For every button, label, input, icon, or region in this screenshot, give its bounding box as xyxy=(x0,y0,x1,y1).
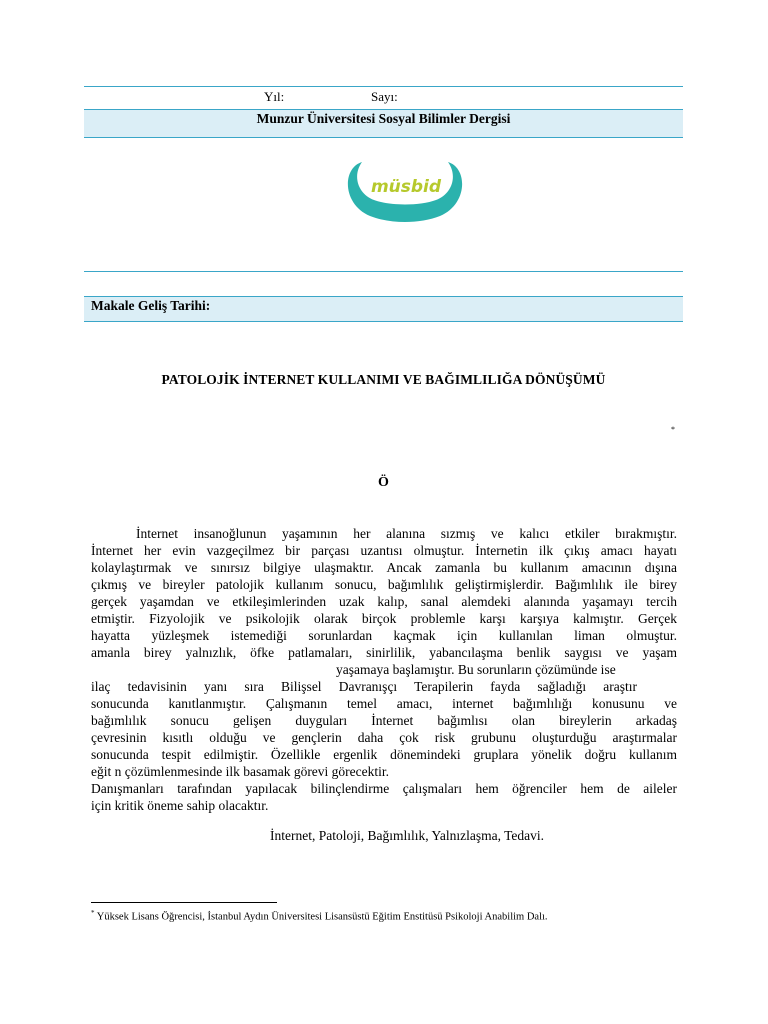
abstract-line: etmiştir. Fizyolojik ve psikolojik olarak birçok problemle karşı karşıya kalmıştır. Gerçek xyxy=(91,611,677,626)
abstract-line: hayatta yüzleşmek istemediği sorunlardan kaçmak için kullanılan liman olmuştur. xyxy=(91,628,677,643)
article-title: PATOLOJİK İNTERNET KULLANIMI VE BAĞIMLILIĞA DÖNÜŞÜMÜ xyxy=(161,372,606,387)
keywords: İnternet, Patoloji, Bağımlılık, Yalnızlaşma, Tedavi. xyxy=(270,828,545,843)
abstract-line: sonucunda tespit edilmiştir. Özellikle ergenlik dönemindeki gruplara yönelik doğru kullanım xyxy=(91,747,677,762)
abstract-line: eğit n çözümlenmesinde ilk basamak görevi görecektir. xyxy=(91,764,390,779)
abstract-line: Danışmanları tarafından yapılacak bilinçlendirme çalışmaları hem öğrenciler hem de aileler xyxy=(91,781,677,796)
journal-name: Munzur Üniversitesi Sosyal Bilimler Dergisi xyxy=(256,111,511,126)
journal-logo xyxy=(340,154,470,226)
abstract-line: İnternet insanoğlunun yaşamının her alanına sızmış ve kalıcı etkiler bırakmıştır. xyxy=(136,526,677,541)
abstract-line: sonucunda kanıtlanmıştır. Çalışmanın temel amacı, internet bağımlılığı konusunu ve xyxy=(91,696,677,711)
footnote-marker: * xyxy=(91,909,95,917)
abstract-line: İnternet her evin vazgeçilmez bir parçası uzantısı olmuştur. İnternetin ilk çıkış amacı hayatı xyxy=(91,543,677,558)
abstract-line: gerçek yaşamdan ve etkileşimlerinden uzak kalıp, sanal alemdeki alanında yaşamayı tercih xyxy=(91,594,677,609)
author-marker: * xyxy=(671,425,675,434)
received-top-rule xyxy=(84,271,683,272)
abstract-line: amanla birey yalnızlık, öfke patlamaları, sinirlilik, yabancılaşma benlik saygısı ve yaşam xyxy=(91,645,677,660)
abstract-line: ilaç tedavisinin yanı sıra Bilişsel Davranışçı Terapilerin fayda sağladığı araştır xyxy=(91,679,637,694)
footnote-rule xyxy=(91,902,277,903)
abstract-line: kolaylaştırmak ve sınırsız bilgiye ulaşmaktır. Ancak zamanla bu kullanım amacının dışına xyxy=(91,560,677,575)
footnote-text: Yüksek Lisans Öğrencisi, İstanbul Aydın Üniversitesi Lisansüstü Eğitim Enstitüsü Psikoloji Anabilim Dalı. xyxy=(94,911,548,923)
abstract-line: çıkmış ve bireyler patolojik kullanım sonucu, bağımlılık geliştirmişlerdir. Bağımlılık ile birey xyxy=(91,577,677,592)
header-top-rule xyxy=(84,86,683,87)
abstract-line: yaşamaya başlamıştır. Bu sorunların çözümünde ise xyxy=(336,662,616,677)
abstract-body xyxy=(91,525,677,814)
received-date-label: Makale Geliş Tarihi: xyxy=(91,298,211,313)
abstract-heading: Ö xyxy=(378,475,389,490)
footnote xyxy=(91,909,548,923)
abstract-line: çevresinin kısıtlı olduğu ve gençlerin daha çok risk grubunu oluşturduğu araştırmalar xyxy=(91,730,677,745)
issue-label: Sayı: xyxy=(371,89,398,104)
year-label: Yıl: xyxy=(264,89,285,104)
abstract-line: bağımlılık sonucu gelişen duyguları İnternet bağımlısı olan bireylerin arkadaş xyxy=(91,713,677,728)
logo-text: müsbid xyxy=(370,177,442,197)
abstract-line: için kritik öneme sahip olacaktır. xyxy=(91,798,269,813)
